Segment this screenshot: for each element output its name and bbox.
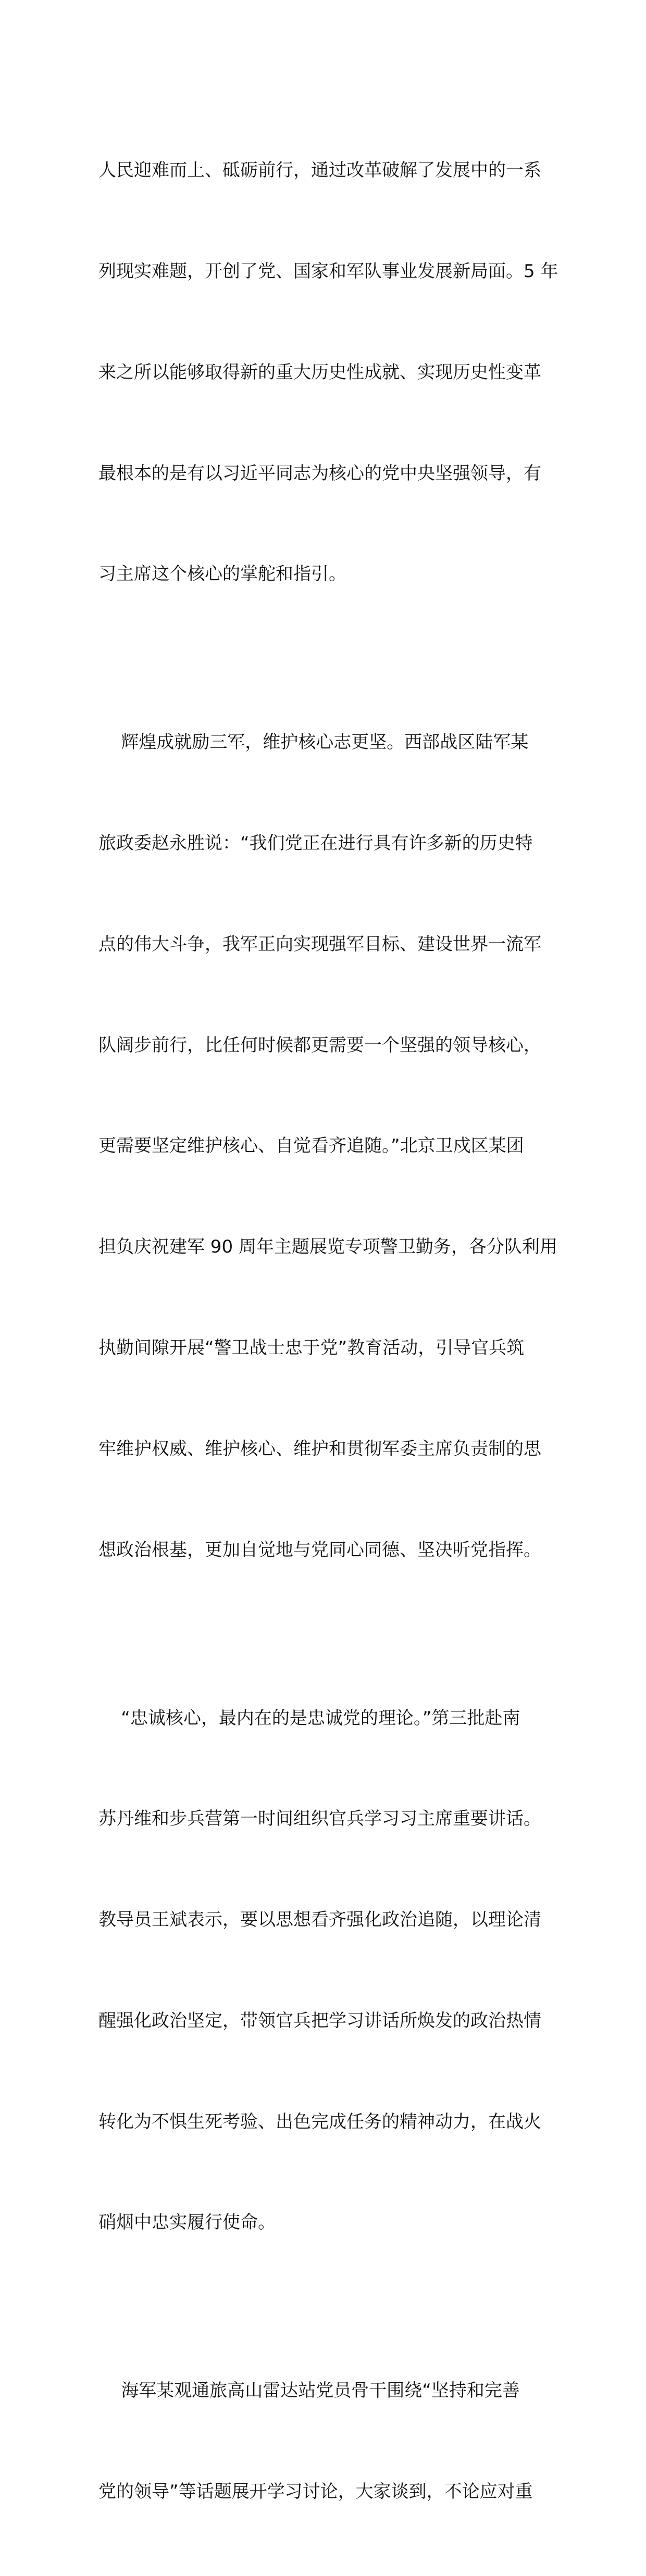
text-line: 更需要坚定维护核心、自觉看齐追随。”北京卫戍区某团 bbox=[98, 1135, 524, 1157]
text-line: 转化为不惧生死考验、出色完成任务的精神动力，在战火 bbox=[98, 2111, 541, 2132]
text-line: 来之所以能够取得新的重大历史性成就、实现历史性变革 bbox=[98, 361, 541, 383]
text-line: 硝烟中忠实履行使命。 bbox=[98, 2212, 276, 2233]
text-line: 列现实难题，开创了党、国家和军队事业发展新局面。5 年 bbox=[98, 260, 558, 282]
document-body bbox=[98, 86, 558, 2576]
text-line: 想政治根基，更加自觉地与党同心同德、坚决听党指挥。 bbox=[98, 1539, 541, 1560]
text-line: 队阔步前行，比任何时候都更需要一个坚强的领导核心， bbox=[98, 1034, 541, 1056]
text-line: 最根本的是有以习近平同志为核心的党中央坚强领导，有 bbox=[98, 462, 541, 484]
text-line: 牢维护权威、维护核心、维护和贯彻军委主席负责制的思 bbox=[98, 1438, 541, 1459]
paragraph-1 bbox=[98, 86, 558, 658]
paragraph-3 bbox=[98, 1634, 552, 2307]
text-line: 习主席这个核心的掌舵和指引。 bbox=[98, 564, 346, 585]
text-line: 苏丹维和步兵营第一时间组织官兵学习习主席重要讲话。 bbox=[98, 1808, 541, 1830]
text-line: 点的伟大斗争，我军正向实现强军目标、建设世界一流军 bbox=[98, 933, 541, 955]
paragraph-2 bbox=[98, 658, 557, 1634]
text-line: “忠诚核心，最内在的是忠诚党的理论。”第三批赴南 bbox=[98, 1707, 520, 1729]
text-line: 党的领导”等话题展开学习讨论，大家谈到，不论应对重 bbox=[98, 2481, 533, 2503]
text-line: 旅政委赵永胜说：“我们党正在进行具有许多新的历史特 bbox=[98, 833, 533, 854]
text-line: 辉煌成就励三军，维护核心志更坚。西部战区陆军某 bbox=[98, 732, 529, 753]
paragraph-4 bbox=[98, 2307, 552, 2576]
text-line: 教导员王斌表示，要以思想看齐强化政治追随，以理论清 bbox=[98, 1909, 541, 1931]
text-line: 人民迎难而上、砥砺前行，通过改革破解了发展中的一系 bbox=[98, 160, 541, 181]
text-line: 醒强化政治坚定，带领官兵把学习讲话所焕发的政治热情 bbox=[98, 2010, 541, 2031]
text-line: 执勤间隙开展“警卫战士忠于党”教育活动，引导官兵筑 bbox=[98, 1337, 525, 1358]
text-line: 担负庆祝建军 90 周年主题展览专项警卫勤务，各分队利用 bbox=[98, 1236, 557, 1258]
text-line: 海军某观通旅高山雷达站党员骨干围绕“坚持和完善 bbox=[98, 2380, 520, 2402]
